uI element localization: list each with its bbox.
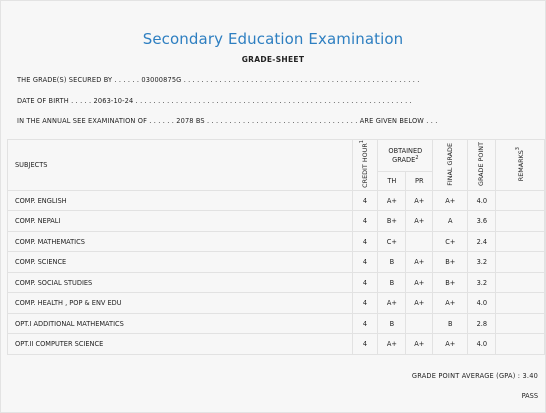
cell-grade-point: 4.0 xyxy=(468,190,496,211)
cell-subject: COMP. HEALTH , POP & ENV EDU xyxy=(8,293,353,314)
cell-subject: COMP. SOCIAL STUDIES xyxy=(8,272,353,293)
cell-remarks xyxy=(496,334,545,355)
gpa-line xyxy=(412,372,538,380)
header-remarks: REMARKS$^3$ xyxy=(496,140,545,191)
gpa-label: GRADE POINT AVERAGE (GPA) : xyxy=(411,372,521,380)
cell-credit: 4 xyxy=(352,313,378,334)
cell-pr: A+ xyxy=(406,252,433,273)
cell-final: C+ xyxy=(433,231,468,252)
header-credit-hour: CREDIT HOUR$^1$ xyxy=(352,140,378,191)
cell-pr: A+ xyxy=(406,272,433,293)
cell-final: A+ xyxy=(433,293,468,314)
dob-value: 2063-10-24 xyxy=(93,97,134,105)
cell-pr: A+ xyxy=(406,293,433,314)
page-title: Secondary Education Examination xyxy=(142,30,404,48)
cell-subject: COMP. ENGLISH xyxy=(8,190,353,211)
dotted-filler: . . . . . . . . . . . . . . . . . . . . . . . . . . . . . . . . . . xyxy=(207,117,358,125)
grades-table xyxy=(7,139,545,355)
dotted-filler: . . . . . . . . . . . . . . . . . . . . . . . . . . . . . . . . . . . . . . . . . . . . . . . . . . . . . xyxy=(183,76,420,84)
cell-th: B+ xyxy=(378,211,406,232)
cell-remarks xyxy=(496,190,545,211)
cell-remarks xyxy=(496,272,545,293)
cell-th: A+ xyxy=(378,293,406,314)
table-row xyxy=(8,272,545,293)
cell-credit: 4 xyxy=(352,211,378,232)
student-symbol-line xyxy=(17,76,420,84)
table-row xyxy=(8,313,545,334)
exam-line xyxy=(17,117,437,125)
cell-subject: COMP. MATHEMATICS xyxy=(8,231,353,252)
table-row xyxy=(8,293,545,314)
cell-credit: 4 xyxy=(352,334,378,355)
dob-label: DATE OF BIRTH . . . . . xyxy=(17,97,92,105)
cell-final: A xyxy=(433,211,468,232)
cell-grade-point: 3.6 xyxy=(468,211,496,232)
cell-final: B+ xyxy=(433,252,468,273)
exam-line-end: ARE GIVEN BELOW . . . xyxy=(359,117,438,125)
cell-credit: 4 xyxy=(352,231,378,252)
cell-th: C+ xyxy=(378,231,406,252)
cell-grade-point: 4.0 xyxy=(468,334,496,355)
cell-final: B+ xyxy=(433,272,468,293)
cell-grade-point: 2.4 xyxy=(468,231,496,252)
cell-th: B xyxy=(378,252,406,273)
cell-remarks xyxy=(496,252,545,273)
cell-remarks xyxy=(496,293,545,314)
table-row xyxy=(8,190,545,211)
cell-th: A+ xyxy=(378,334,406,355)
cell-th: B xyxy=(378,313,406,334)
header-subjects: SUBJECTS xyxy=(8,140,353,191)
exam-year: 2078 BS xyxy=(176,117,205,125)
cell-grade-point: 3.2 xyxy=(468,272,496,293)
cell-credit: 4 xyxy=(352,272,378,293)
cell-th: B xyxy=(378,272,406,293)
cell-final: A+ xyxy=(433,190,468,211)
table-row xyxy=(8,252,545,273)
cell-subject: COMP. NEPALI xyxy=(8,211,353,232)
cell-credit: 4 xyxy=(352,293,378,314)
symbol-number: 03000875G xyxy=(141,76,182,84)
cell-remarks xyxy=(496,313,545,334)
cell-final: B xyxy=(433,313,468,334)
header-th: TH xyxy=(378,172,406,191)
table-row xyxy=(8,211,545,232)
cell-credit: 4 xyxy=(352,190,378,211)
cell-subject: OPT.II COMPUTER SCIENCE xyxy=(8,334,353,355)
header-obtained-grade: OBTAINED GRADE$^2$ xyxy=(378,140,433,172)
header-pr: PR xyxy=(406,172,433,191)
table-row xyxy=(8,334,545,355)
cell-remarks xyxy=(496,231,545,252)
cell-grade-point: 2.8 xyxy=(468,313,496,334)
dotted-filler: . . . . . . . . . . . . . . . . . . . . . . . . . . . . . . . . . . . . . . . . . . . . . . . . . . . . . . . . . . . . . . xyxy=(135,97,412,105)
cell-subject: COMP. SCIENCE xyxy=(8,252,353,273)
cell-pr: A+ xyxy=(406,334,433,355)
cell-credit: 4 xyxy=(352,252,378,273)
student-dob-line xyxy=(17,97,412,105)
page-subtitle: GRADE-SHEET xyxy=(241,55,305,64)
cell-pr: A+ xyxy=(406,190,433,211)
table-row xyxy=(8,231,545,252)
cell-grade-point: 4.0 xyxy=(468,293,496,314)
cell-remarks xyxy=(496,211,545,232)
cell-pr xyxy=(406,313,433,334)
exam-label: IN THE ANNUAL SEE EXAMINATION OF . . . . . . xyxy=(17,117,174,125)
cell-pr: A+ xyxy=(406,211,433,232)
cell-grade-point: 3.2 xyxy=(468,252,496,273)
cell-subject: OPT.I ADDITIONAL MATHEMATICS xyxy=(8,313,353,334)
gpa-value: 3.40 xyxy=(522,372,538,380)
result-status: PASS xyxy=(521,392,538,400)
cell-final: A+ xyxy=(433,334,468,355)
header-final-grade: FINAL GRADE xyxy=(433,140,468,191)
cell-pr xyxy=(406,231,433,252)
symbol-label: THE GRADE(S) SECURED BY . . . . . . xyxy=(17,76,140,84)
header-grade-point: GRADE POINT xyxy=(468,140,496,191)
cell-th: A+ xyxy=(378,190,406,211)
